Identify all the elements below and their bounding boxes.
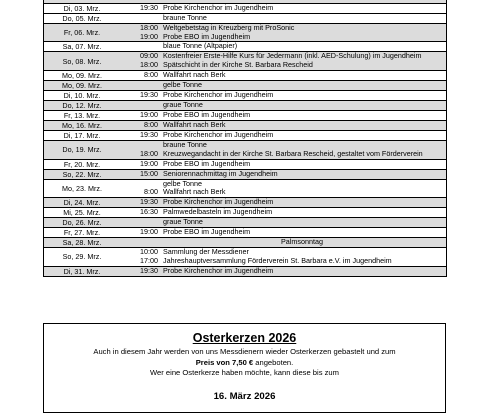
row-entries <box>120 266 447 276</box>
entry-time: 8:00 <box>144 70 158 80</box>
entry-line <box>122 218 446 227</box>
entry-line <box>122 91 446 100</box>
entry-text: Palmwedelbasteln im Jugendheim <box>163 207 273 217</box>
entry-line <box>122 170 446 179</box>
row-date: Fr, 27. Mrz. <box>44 228 121 238</box>
entry-line <box>122 61 446 70</box>
entry-text: Probe Kirchenchor im Jugendheim <box>163 266 274 275</box>
row-entries <box>120 159 447 169</box>
entry-time: 8:00 <box>144 187 158 197</box>
entry-line <box>122 71 446 80</box>
entry-text: Kreuzwegandacht in der Kirche St. Barbara Rescheid, gestaltet vom Förderverein <box>163 148 423 158</box>
entry-time: 19:30 <box>140 3 158 12</box>
row-entries <box>120 120 447 130</box>
row-entries <box>120 198 447 208</box>
row-entries <box>120 52 447 71</box>
entry-line <box>122 188 446 197</box>
row-entries <box>120 23 447 42</box>
entry-line <box>122 42 446 51</box>
row-entries <box>120 3 447 13</box>
row-date: So, 22. Mrz. <box>44 169 121 179</box>
entry-text: Wallfahrt nach Berk <box>163 120 226 130</box>
entry-time <box>122 218 158 227</box>
calendar-row <box>44 110 447 120</box>
entry-text: Probe Kirchenchor im Jugendheim <box>163 3 274 12</box>
calendar-row <box>44 248 447 267</box>
row-date: Sa, 07. Mrz. <box>44 42 121 52</box>
entry-time: 19:00 <box>140 159 158 168</box>
calendar-row <box>44 140 447 159</box>
calendar-row <box>44 100 447 110</box>
entry-time: 18:00 <box>140 23 158 32</box>
row-entries <box>120 208 447 218</box>
calendar-row <box>44 13 447 23</box>
calendar-row <box>44 130 447 140</box>
row-date: Sa, 28. Mrz. <box>44 238 121 248</box>
row-date: Mo, 16. Mrz. <box>44 120 121 130</box>
calendar-row <box>44 218 447 228</box>
row-date: Di, 31. Mrz. <box>44 266 121 276</box>
calendar-body <box>44 0 447 276</box>
entry-text: braune Tonne <box>163 140 207 149</box>
entry-time: 10:00 <box>140 247 158 257</box>
entry-text: Wallfahrt nach Berk <box>163 70 226 80</box>
entry-time: 18:00 <box>140 60 158 70</box>
row-date: Do, 19. Mrz. <box>44 140 121 159</box>
calendar-row <box>44 80 447 90</box>
row-entries <box>120 100 447 110</box>
row-entries <box>120 218 447 228</box>
entry-line <box>122 150 446 159</box>
calendar-row <box>44 266 447 276</box>
entry-text: Jahreshauptversammlung Förderverein St. Barbara e.V. im Jugendheim <box>163 255 392 265</box>
calendar-row <box>44 70 447 80</box>
row-date: Mo, 09. Mrz. <box>44 80 121 90</box>
entry-line <box>122 101 446 110</box>
row-entries <box>120 110 447 120</box>
row-date: Mi, 25. Mrz. <box>44 208 121 218</box>
entry-line <box>122 33 446 42</box>
row-entries <box>120 228 447 238</box>
entry-line <box>122 4 446 13</box>
calendar-row <box>44 179 447 198</box>
entry-time: 19:00 <box>140 227 158 237</box>
entry-line <box>122 257 446 266</box>
entry-text: Probe EBO im Jugendheim <box>163 227 251 237</box>
calendar-row <box>44 52 447 71</box>
row-date: So, 29. Mrz. <box>44 248 121 267</box>
row-date: Fr, 13. Mrz. <box>44 110 121 120</box>
calendar-row <box>44 159 447 169</box>
entry-text: graue Tonne <box>163 100 203 110</box>
row-date: Di, 10. Mrz. <box>44 90 121 100</box>
row-entries <box>120 140 447 159</box>
entry-line <box>122 131 446 140</box>
entry-line <box>122 81 446 90</box>
calendar-row <box>44 238 447 248</box>
row-entries <box>120 169 447 179</box>
row-date: Fr, 20. Mrz. <box>44 159 121 169</box>
row-entries <box>120 130 447 140</box>
calendar-row <box>44 198 447 208</box>
entry-text: Probe EBO im Jugendheim <box>163 159 251 168</box>
entry-line <box>122 198 446 207</box>
row-date: Di, 24. Mrz. <box>44 198 121 208</box>
notice-price: Preis von 7,50 € <box>195 357 254 367</box>
entry-time <box>122 238 158 247</box>
calendar-row <box>44 169 447 179</box>
entry-time <box>122 101 158 110</box>
entry-line <box>122 267 446 276</box>
entry-time: 8:00 <box>144 120 158 130</box>
entry-time: 17:00 <box>140 255 158 265</box>
row-entries <box>120 70 447 80</box>
row-date: So, 08. Mrz. <box>44 52 121 71</box>
entry-text: graue Tonne <box>163 217 203 227</box>
entry-text: Probe Kirchenchor im Jugendheim <box>163 130 274 140</box>
entry-text: Sammlung der Messdiener <box>163 247 249 257</box>
entry-time: 18:00 <box>140 148 158 158</box>
entry-text: braune Tonne <box>163 13 207 22</box>
row-date: Fr, 06. Mrz. <box>44 23 121 42</box>
row-entries <box>120 238 447 248</box>
entry-time: 19:00 <box>140 31 158 41</box>
notice-line-2-rest: angeboten. <box>253 357 294 367</box>
entry-text: Seniorennachmittag im Jugendheim <box>163 169 278 178</box>
entry-time: 19:30 <box>140 130 158 140</box>
entry-line <box>122 160 446 169</box>
row-date: Do, 12. Mrz. <box>44 100 121 110</box>
entry-text: Weltgebetstag in Kreuzberg mit ProSonic <box>163 23 295 32</box>
entry-text: gelbe Tonne <box>163 80 203 90</box>
calendar-row <box>44 208 447 218</box>
entry-line <box>122 208 446 217</box>
entry-time <box>122 81 158 90</box>
entry-text: blaue Tonne (Altpapier) <box>163 41 238 51</box>
row-entries <box>120 80 447 90</box>
row-date: Di, 17. Mrz. <box>44 130 121 140</box>
row-date: Do, 05. Mrz. <box>44 13 121 23</box>
calendar-row <box>44 23 447 42</box>
entry-time: 16:30 <box>140 207 158 217</box>
notice-title: Osterkerzen 2026 <box>192 331 297 345</box>
entry-time: 19:30 <box>140 90 158 100</box>
entry-line <box>122 228 446 237</box>
entry-time: 19:30 <box>140 197 158 207</box>
notice-line-1: Auch in diesem Jahr werden von uns Messdienern wieder Osterkerzen gebastelt und zum <box>93 347 396 356</box>
entry-time <box>122 14 158 23</box>
entry-time: 19:30 <box>140 266 158 275</box>
row-date: Di, 03. Mrz. <box>44 3 121 13</box>
entry-text: Spätschicht in der Kirche St. Barbara Rescheid <box>163 60 313 70</box>
row-entries <box>120 42 447 52</box>
entry-line <box>122 14 446 23</box>
notice-line-2 <box>44 358 445 369</box>
notice-line-3: Wer eine Osterkerze haben möchte, kann diese bis zum <box>150 368 339 377</box>
event-calendar-table <box>43 0 447 277</box>
entry-time <box>122 0 158 3</box>
entry-line <box>122 111 446 120</box>
entry-text <box>158 0 163 3</box>
entry-text: Probe Kirchenchor im Jugendheim <box>163 197 274 207</box>
entry-time: 19:00 <box>140 110 158 120</box>
notice-deadline: 16. März 2026 <box>213 390 276 402</box>
entry-time: 15:00 <box>140 169 158 178</box>
entry-text: Wallfahrt nach Berk <box>163 187 226 197</box>
entry-line <box>122 121 446 130</box>
entry-time <box>122 42 158 51</box>
row-entries <box>120 13 447 23</box>
calendar-row <box>44 120 447 130</box>
entry-text: Probe EBO im Jugendheim <box>163 110 251 120</box>
calendar-row <box>44 228 447 238</box>
calendar-row <box>44 3 447 13</box>
row-entries <box>120 179 447 198</box>
entry-line <box>122 238 446 247</box>
row-date: Do, 26. Mrz. <box>44 218 121 228</box>
entry-text: Palmsonntag <box>281 237 323 247</box>
entry-text: Kostenfreier Erste-Hilfe Kurs für Jedermann (inkl. AED-Schulung) im Jugendheim <box>163 51 422 61</box>
row-entries <box>120 90 447 100</box>
row-date: Mo, 23. Mrz. <box>44 179 121 198</box>
entry-text: Probe EBO im Jugendheim <box>163 31 251 41</box>
entry-time: 09:00 <box>140 51 158 61</box>
calendar-row <box>44 42 447 52</box>
row-entries <box>120 248 447 267</box>
entry-text: gelbe Tonne <box>163 179 203 188</box>
calendar-row <box>44 90 447 100</box>
entry-text: Probe Kirchenchor im Jugendheim <box>163 90 274 100</box>
row-date: Mo, 09. Mrz. <box>44 70 121 80</box>
